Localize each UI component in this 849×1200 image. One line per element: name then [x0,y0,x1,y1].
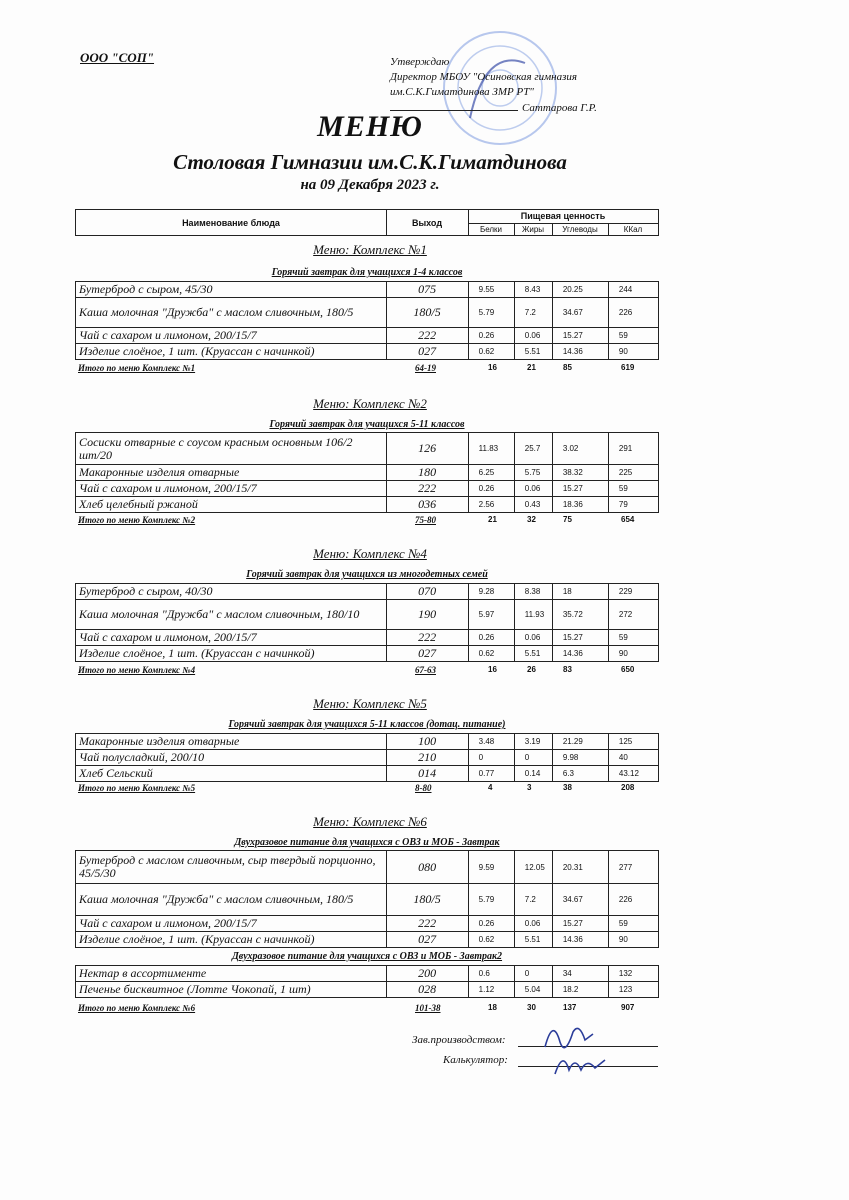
calculator-label: Калькулятор: [443,1054,508,1066]
dish-carbs: 18 [552,584,608,600]
total-fat: 21 [527,363,536,372]
dish-carbs: 14.36 [552,932,608,948]
dish-protein: 0.26 [468,328,514,344]
total-carbs: 137 [563,1003,577,1012]
total-label: Итого по меню Комплекс №2 [78,515,196,525]
dish-name: Бутерброд с сыром, 45/30 [76,282,387,298]
total-label: Итого по меню Комплекс №5 [78,783,196,793]
organization-name: ООО "СОП" [80,50,155,65]
dish-fat: 5.51 [514,646,552,662]
dish-carbs: 6.3 [552,766,608,782]
dish-protein: 3.48 [468,734,514,750]
menu-date: на 09 Декабря 2023 г. [300,177,440,193]
dish-carbs: 21.29 [552,734,608,750]
dish-name: Чай с сахаром и лимоном, 200/15/7 [76,481,387,497]
total-kcal: 650 [621,665,635,674]
dish-protein: 0.26 [468,481,514,497]
header-output: Выход [386,210,469,235]
dish-kcal: 226 [608,884,658,916]
group-subtitle: Горячий завтрак для учащихся 5-11 классов [269,419,465,430]
header-carbs: Углеводы [552,223,609,235]
section-total-row [75,665,659,677]
dish-carbs: 34.67 [552,298,608,328]
table-row [76,328,659,344]
dish-kcal: 225 [608,465,658,481]
dish-protein: 5.97 [468,600,514,630]
total-carbs: 38 [563,783,572,792]
dish-name: Каша молочная "Дружба" с маслом сливочным, 180/10 [76,600,387,630]
dish-fat: 0 [514,966,552,982]
dish-kcal: 226 [608,298,658,328]
table-row [76,481,659,497]
dish-protein: 11.83 [468,433,514,465]
table-row [76,916,659,932]
total-protein: 18 [488,1003,497,1012]
dish-output: 080 [386,851,468,884]
page-subtitle: Столовая Гимназии им.С.К.Гиматдинова [173,150,567,174]
approval-block [390,55,597,116]
dish-fat: 0.06 [514,630,552,646]
dish-name: Печенье бисквитное (Лотте Чокопай, 1 шт) [76,982,387,998]
group-subtitle: Горячий завтрак для учащихся 5-11 классов (дотац. питание) [228,719,506,730]
dish-output: 222 [386,481,468,497]
dish-output: 200 [386,966,468,982]
dish-carbs: 34.67 [552,884,608,916]
dish-output: 100 [386,734,468,750]
dish-kcal: 90 [608,646,658,662]
dish-name: Каша молочная "Дружба" с маслом сливочным, 180/5 [76,298,387,328]
dish-carbs: 15.27 [552,328,608,344]
dish-protein: 0.26 [468,630,514,646]
dish-carbs: 34 [552,966,608,982]
total-carbs: 83 [563,665,572,674]
table-row [76,982,659,998]
dish-kcal: 291 [608,433,658,465]
dish-kcal: 132 [608,966,658,982]
section-total-row [75,363,659,375]
table-row [76,433,659,465]
total-protein: 21 [488,515,497,524]
total-label: Итого по меню Комплекс №4 [78,665,196,675]
total-label: Итого по меню Комплекс №1 [78,363,196,373]
table-row [76,966,659,982]
dish-output: 027 [386,646,468,662]
dish-output: 180/5 [386,298,468,328]
dish-protein: 5.79 [468,884,514,916]
section-title: Меню: Комплекс №4 [313,546,427,561]
dish-carbs: 38.32 [552,465,608,481]
dish-fat: 0 [514,750,552,766]
dish-carbs: 18.2 [552,982,608,998]
table-row [76,584,659,600]
dish-name: Нектар в ассортименте [76,966,387,982]
dish-name: Чай полусладкий, 200/10 [76,750,387,766]
dish-name: Хлеб целебный ржаной [76,497,387,513]
dish-name: Изделие слоёное, 1 шт. (Круассан с начинкой) [76,344,387,360]
approval-line-2: Директор МБОУ "Осиновская гимназия [390,71,578,83]
table-row [76,344,659,360]
dish-output: 028 [386,982,468,998]
dish-kcal: 90 [608,932,658,948]
dish-protein: 9.59 [468,851,514,884]
dish-fat: 0.06 [514,916,552,932]
dish-fat: 0.06 [514,481,552,497]
menu-table [75,965,659,998]
dish-name: Сосиски отварные с соусом красным основным 106/2 шт/20 [76,433,387,465]
menu-table [75,583,659,662]
table-row [76,600,659,630]
total-carbs: 75 [563,515,572,524]
group-subtitle: Горячий завтрак для учащихся 1-4 классов [271,267,463,278]
dish-carbs: 20.31 [552,851,608,884]
table-row [76,497,659,513]
table-row [76,884,659,916]
dish-name: Макаронные изделия отварные [76,465,387,481]
header-protein: Белки [468,223,515,235]
dish-carbs: 15.27 [552,630,608,646]
dish-carbs: 18.36 [552,497,608,513]
dish-name: Бутерброд с маслом сливочным, сыр твердый порционно, 45/5/30 [76,851,387,884]
dish-output: 190 [386,600,468,630]
table-row [76,851,659,884]
dish-protein: 0.62 [468,344,514,360]
dish-fat: 0.14 [514,766,552,782]
total-fat: 3 [527,783,532,792]
dish-output: 210 [386,750,468,766]
dish-protein: 9.28 [468,584,514,600]
dish-carbs: 9.98 [552,750,608,766]
dish-kcal: 123 [608,982,658,998]
dish-protein: 0.77 [468,766,514,782]
dish-kcal: 43.12 [608,766,658,782]
total-output: 8-80 [415,783,432,793]
dish-name: Чай с сахаром и лимоном, 200/15/7 [76,916,387,932]
dish-protein: 6.25 [468,465,514,481]
page-title: МЕНЮ [317,110,423,143]
dish-fat: 25.7 [514,433,552,465]
approval-line-3: им.С.К.Гиматдинова ЗМР РТ" [390,86,534,98]
total-kcal: 907 [621,1003,635,1012]
menu-table [75,281,659,360]
total-kcal: 619 [621,363,635,372]
total-output: 101-38 [415,1003,441,1013]
total-kcal: 654 [621,515,635,524]
dish-kcal: 125 [608,734,658,750]
total-label: Итого по меню Комплекс №6 [78,1003,196,1013]
dish-fat: 0.06 [514,328,552,344]
dish-carbs: 3.02 [552,433,608,465]
dish-fat: 5.04 [514,982,552,998]
dish-name: Каша молочная "Дружба" с маслом сливочным, 180/5 [76,884,387,916]
menu-table [75,432,659,513]
total-fat: 30 [527,1003,536,1012]
dish-name: Макаронные изделия отварные [76,734,387,750]
section-total-row [75,515,659,527]
group-subtitle: Горячий завтрак для учащихся из многодетных семей [246,569,488,580]
total-output: 75-80 [415,515,436,525]
dish-kcal: 59 [608,630,658,646]
production-label: Зав.производством: [412,1034,506,1046]
dish-fat: 5.75 [514,465,552,481]
dish-output: 180 [386,465,468,481]
dish-kcal: 272 [608,600,658,630]
dish-name: Хлеб Сельский [76,766,387,782]
dish-fat: 12.05 [514,851,552,884]
dish-fat: 0.43 [514,497,552,513]
dish-fat: 5.51 [514,932,552,948]
table-row [76,750,659,766]
total-output: 67-63 [415,665,436,675]
dish-name: Изделие слоёное, 1 шт. (Круассан с начинкой) [76,932,387,948]
dish-carbs: 14.36 [552,646,608,662]
total-protein: 16 [488,363,497,372]
table-row [76,298,659,328]
table-row [76,932,659,948]
dish-protein: 9.55 [468,282,514,298]
dish-protein: 0.26 [468,916,514,932]
dish-fat: 8.43 [514,282,552,298]
dish-protein: 0 [468,750,514,766]
dish-output: 222 [386,630,468,646]
dish-fat: 8.38 [514,584,552,600]
dish-output: 180/5 [386,884,468,916]
dish-fat: 11.93 [514,600,552,630]
dish-name: Чай с сахаром и лимоном, 200/15/7 [76,630,387,646]
total-protein: 4 [488,783,493,792]
dish-fat: 3.19 [514,734,552,750]
dish-fat: 7.2 [514,298,552,328]
total-carbs: 85 [563,363,572,372]
dish-carbs: 35.72 [552,600,608,630]
dish-kcal: 59 [608,328,658,344]
dish-protein: 1.12 [468,982,514,998]
menu-table [75,733,659,782]
section-title: Меню: Комплекс №5 [313,696,427,711]
dish-name: Чай с сахаром и лимоном, 200/15/7 [76,328,387,344]
dish-fat: 5.51 [514,344,552,360]
dish-kcal: 229 [608,584,658,600]
table-row [76,646,659,662]
dish-kcal: 277 [608,851,658,884]
group-subtitle: Двухразовое питание для учащихся с ОВЗ и МОБ - Завтрак2 [231,951,503,962]
section-total-row [75,783,659,795]
approval-signer: Саттарова Г.Р. [522,102,597,114]
dish-protein: 0.62 [468,646,514,662]
dish-name: Бутерброд с сыром, 40/30 [76,584,387,600]
dish-carbs: 20.25 [552,282,608,298]
section-title: Меню: Комплекс №2 [313,396,427,411]
signature-scribble-icon [535,1012,615,1082]
approval-line-1: Утверждаю [390,56,450,68]
header-nutrition: Пищевая ценность [468,210,658,224]
dish-output: 014 [386,766,468,782]
dish-kcal: 90 [608,344,658,360]
section-title: Меню: Комплекс №6 [313,814,427,829]
dish-carbs: 15.27 [552,916,608,932]
group-subtitle: Двухразовое питание для учащихся с ОВЗ и МОБ - Завтрак [234,837,500,848]
dish-carbs: 15.27 [552,481,608,497]
dish-fat: 7.2 [514,884,552,916]
total-fat: 32 [527,515,536,524]
dish-output: 075 [386,282,468,298]
dish-protein: 5.79 [468,298,514,328]
dish-protein: 2.56 [468,497,514,513]
dish-kcal: 244 [608,282,658,298]
total-output: 64-19 [415,363,436,373]
menu-table [75,850,659,948]
dish-carbs: 14.36 [552,344,608,360]
table-row [76,465,659,481]
dish-name: Изделие слоёное, 1 шт. (Круассан с начинкой) [76,646,387,662]
table-row [76,734,659,750]
total-kcal: 208 [621,783,635,792]
total-protein: 16 [488,665,497,674]
dish-output: 027 [386,344,468,360]
dish-output: 070 [386,584,468,600]
dish-kcal: 59 [608,916,658,932]
dish-kcal: 40 [608,750,658,766]
total-fat: 26 [527,665,536,674]
table-row [76,766,659,782]
dish-output: 222 [386,916,468,932]
dish-kcal: 59 [608,481,658,497]
dish-kcal: 79 [608,497,658,513]
header-kcal: ККал [623,224,643,234]
header-dish-name: Наименование блюда [76,210,387,235]
table-row [76,630,659,646]
table-row [76,282,659,298]
dish-protein: 0.6 [468,966,514,982]
dish-output: 222 [386,328,468,344]
dish-protein: 0.62 [468,932,514,948]
dish-output: 126 [386,433,468,465]
dish-output: 027 [386,932,468,948]
section-title: Меню: Комплекс №1 [313,242,427,257]
header-fat: Жиры [514,223,553,235]
table-header [75,209,659,236]
dish-output: 036 [386,497,468,513]
